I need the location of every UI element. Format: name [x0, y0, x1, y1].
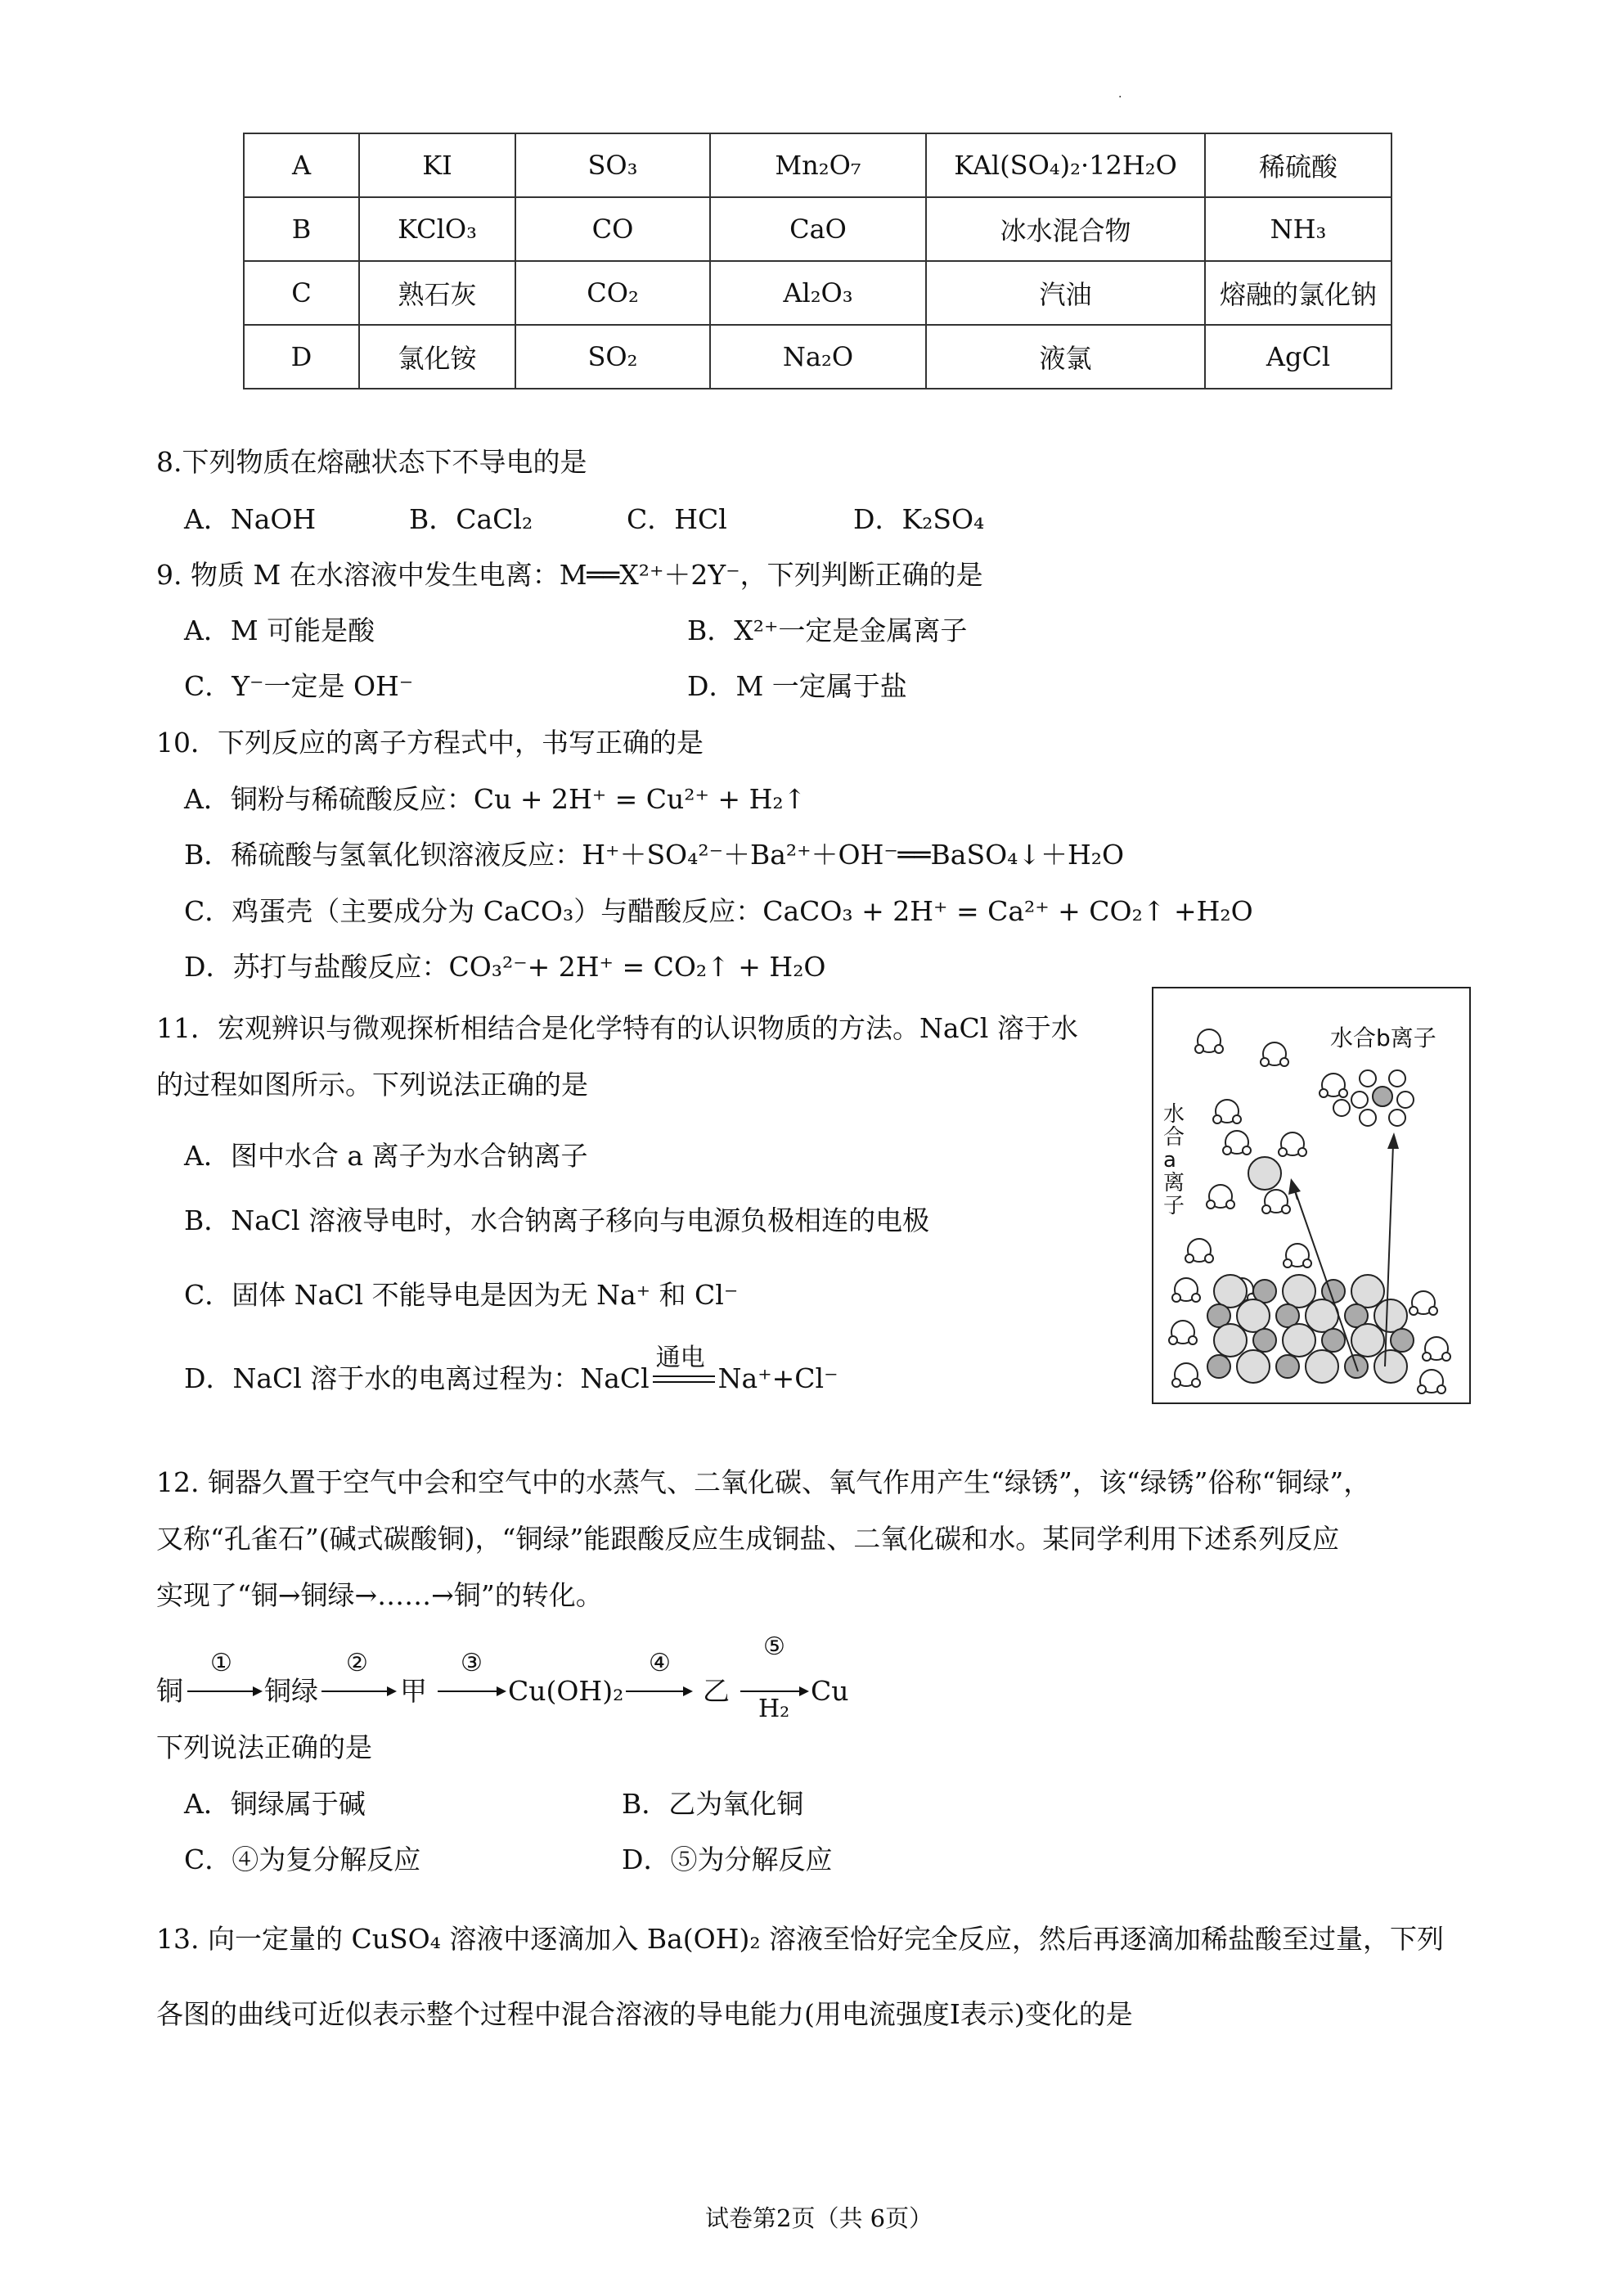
chain-arrow5-icon [740, 1690, 804, 1692]
table-cell: 稀硫酸 [1205, 133, 1391, 197]
chain-cu: Cu [811, 1675, 849, 1707]
table-cell: AgCl [1205, 325, 1391, 389]
nacl-dissolution-svg [1153, 988, 1469, 1402]
hydration-water [1351, 1092, 1368, 1108]
table-cell: C [244, 261, 359, 325]
chain-arrowhead2-icon [387, 1686, 397, 1696]
table-cell: KClO₃ [359, 197, 515, 261]
chain-arrow2-icon [321, 1690, 392, 1692]
q12-option-a: A．铜绿属于碱 [184, 1788, 366, 1820]
arrow-head-a-icon [1288, 1178, 1301, 1195]
q12-option-c: C．④为复分解反应 [184, 1844, 421, 1875]
q11-option-d [184, 1344, 838, 1394]
chain-jia: 甲 [400, 1675, 427, 1707]
water-hydrogen [1189, 1336, 1197, 1344]
water-hydrogen [1223, 1146, 1231, 1155]
lattice-ion-small [1207, 1355, 1230, 1378]
water-hydrogen [1279, 1148, 1287, 1156]
q11-d-equation-right: Na⁺+Cl⁻ [717, 1362, 838, 1394]
table-cell: NH₃ [1205, 197, 1391, 261]
q11-d-equation-left: NaCl [580, 1362, 650, 1394]
chain-arrow3-icon [438, 1690, 501, 1692]
table-cell: 熔融的氯化钠 [1205, 261, 1391, 325]
table-cell: CO₂ [515, 261, 710, 325]
arrow-line-b [1385, 1144, 1393, 1366]
page-footer: 试卷第2页（共 6页） [705, 2204, 933, 2232]
chain-step1-number: ① [210, 1649, 232, 1677]
water-hydrogen [1320, 1089, 1328, 1097]
lattice-ion-small [1276, 1355, 1299, 1378]
q12-line2: 又称“孔雀石”(碱式碳酸铜)，“铜绿”能跟酸反应生成铜盐、二氧化碳和水。某同学利用下述系列反应 [156, 1523, 1340, 1555]
q9-option-a: A．M 可能是酸 [184, 615, 375, 646]
lattice-ion-large [1306, 1299, 1338, 1332]
chain-yi: 乙 [703, 1675, 730, 1707]
q10-option-b: B．稀硫酸与氢氧化钡溶液反应：H⁺＋SO₄²⁻＋Ba²⁺＋OH⁻══BaSO₄↓＋H₂O [184, 839, 1125, 871]
chain-arrowhead5-icon [799, 1686, 809, 1696]
q8-option-c: C．HCl [627, 503, 727, 535]
q8-option-b: B．CaCl₂ [409, 503, 533, 535]
q12-option-d: D．⑤为分解反应 [622, 1844, 833, 1875]
hydration-water [1333, 1100, 1350, 1116]
water-hydrogen [1303, 1259, 1311, 1267]
q12-reaction-chain [156, 1632, 892, 1727]
chain-verdigris: 铜绿 [264, 1675, 318, 1707]
chain-cu-oh-2: Cu(OH)₂ [508, 1675, 624, 1707]
ion-a [1248, 1157, 1281, 1190]
chain-arrowhead1-icon [253, 1686, 263, 1696]
q11-option-b: B．NaCl 溶液导电时，水合钠离子移向与电源负极相连的电极 [184, 1204, 930, 1236]
water-hydrogen [1195, 1045, 1203, 1053]
chain-step4-number: ④ [649, 1649, 671, 1677]
water-hydrogen [1280, 1058, 1288, 1066]
q11-stem-line1: 11．宏观辨识与微观探析相结合是化学特有的认识物质的方法。NaCl 溶于水 [156, 1012, 1078, 1044]
q12-line1: 12. 铜器久置于空气中会和空气中的水蒸气、二氧化碳、氧气作用产生“绿锈”，该“绿锈”俗称“铜绿”， [156, 1466, 1371, 1498]
chain-arrowhead4-icon [683, 1686, 693, 1696]
water-hydrogen [1192, 1294, 1200, 1302]
table-row [244, 197, 1391, 261]
lattice-ion-large [1351, 1275, 1384, 1308]
water-hydrogen [1409, 1307, 1418, 1315]
nacl-dissolution-figure [1152, 987, 1471, 1404]
q10-option-d: D．苏打与盐酸反应：CO₃²⁻+ 2H⁺ = CO₂↑ + H₂O [184, 951, 826, 983]
q11-option-c: C．固体 NaCl 不能导电是因为无 Na⁺ 和 Cl⁻ [184, 1279, 739, 1311]
figure-label-a-char: 水 [1163, 1102, 1185, 1127]
hydration-water [1389, 1070, 1405, 1087]
table-cell: 液氯 [926, 325, 1205, 389]
q13-line2: 各图的曲线可近似表示整个过程中混合溶液的导电能力(用电流强度I表示)变化的是 [156, 1998, 1133, 2030]
chain-step2-number: ② [346, 1649, 368, 1677]
q11-option-a: A．图中水合 a 离子为水合钠离子 [184, 1140, 588, 1172]
q10-stem: 10．下列反应的离子方程式中，书写正确的是 [156, 727, 704, 759]
water-hydrogen [1243, 1146, 1251, 1155]
q9-option-c: C．Y⁻一定是 OH⁻ [184, 670, 414, 702]
figure-label-a-char: 离 [1163, 1171, 1185, 1195]
table-cell: 冰水混合物 [926, 197, 1205, 261]
hydration-water [1360, 1110, 1376, 1126]
chain-h2-condition: H₂ [758, 1695, 790, 1723]
water-hydrogen [1172, 1294, 1180, 1302]
lattice-ion-large [1351, 1324, 1384, 1357]
q9-stem: 9. 物质 M 在水溶液中发生电离：M══X²⁺＋2Y⁻，下列判断正确的是 [156, 559, 983, 591]
lattice-ion-large [1374, 1299, 1407, 1332]
lattice-ion-large [1214, 1275, 1247, 1308]
table-cell: Na₂O [710, 325, 926, 389]
table-cell: B [244, 197, 359, 261]
water-hydrogen [1185, 1254, 1194, 1263]
q11-d-over-text: 通电 [655, 1344, 705, 1372]
q10-option-a: A．铜粉与稀硫酸反应：Cu + 2H⁺ = Cu²⁺ + H₂↑ [184, 783, 807, 815]
water-hydrogen [1429, 1307, 1437, 1315]
chain-step5-number: ⑤ [763, 1632, 785, 1661]
figure-label-a-char: 合 [1163, 1125, 1185, 1150]
table-cell: CO [515, 197, 710, 261]
table-cell: Al₂O₃ [710, 261, 926, 325]
water-hydrogen [1169, 1336, 1177, 1344]
table-cell: D [244, 325, 359, 389]
double-line-icon [653, 1375, 715, 1383]
lattice-ion-small [1253, 1329, 1276, 1352]
water-hydrogen [1418, 1385, 1426, 1393]
q10-option-c: C．鸡蛋壳（主要成分为 CaCO₃）与醋酸反应：CaCO₃ + 2H⁺ = Ca²⁺ + CO₂↑ +H₂O [184, 895, 1253, 927]
lattice-ion-small [1322, 1329, 1345, 1352]
water-hydrogen [1298, 1148, 1306, 1156]
q8-option-a: A．NaOH [184, 503, 317, 535]
water-hydrogen [1205, 1254, 1213, 1263]
table-row [244, 133, 1391, 197]
table-cell: SO₂ [515, 325, 710, 389]
table-cell: A [244, 133, 359, 197]
q12-option-b: B．乙为氧化铜 [622, 1788, 804, 1820]
q11-option-d-prefix: D．NaCl 溶于水的电离过程为： [184, 1362, 581, 1394]
table-cell: SO₃ [515, 133, 710, 197]
lattice-ion-large [1237, 1350, 1270, 1383]
lattice-ion-large [1237, 1299, 1270, 1332]
lattice-ion-small [1391, 1329, 1414, 1352]
table-cell: 熟石灰 [359, 261, 515, 325]
water-hydrogen [1262, 1205, 1270, 1213]
water-hydrogen [1207, 1200, 1215, 1209]
water-hydrogen [1261, 1058, 1269, 1066]
ion-b [1373, 1087, 1392, 1106]
figure-label-a-char: 子 [1163, 1194, 1185, 1218]
figure-label-a [1163, 1102, 1185, 1218]
classification-table [243, 133, 1392, 389]
lattice-ion-large [1214, 1324, 1247, 1357]
table-cell: CaO [710, 197, 926, 261]
table-row [244, 261, 1391, 325]
table-cell: KI [359, 133, 515, 197]
lattice-ion-large [1283, 1275, 1315, 1308]
arrow-head-b-icon [1387, 1132, 1399, 1149]
hydration-water [1397, 1092, 1414, 1108]
water-hydrogen [1226, 1200, 1234, 1209]
q12-line3: 实现了“铜→铜绿→……→铜”的转化。 [156, 1579, 603, 1611]
q9-option-b: B．X²⁺一定是金属离子 [687, 615, 968, 646]
water-hydrogen [1215, 1045, 1223, 1053]
water-hydrogen [1282, 1205, 1290, 1213]
water-hydrogen [1423, 1353, 1431, 1361]
water-hydrogen [1213, 1115, 1221, 1123]
hydration-water [1389, 1110, 1405, 1126]
table-row [244, 325, 1391, 389]
table-cell: 氯化铵 [359, 325, 515, 389]
chain-arrow1-icon [187, 1690, 258, 1692]
chain-arrowhead3-icon [497, 1686, 506, 1696]
water-hydrogen [1192, 1379, 1200, 1387]
table-cell: 汽油 [926, 261, 1205, 325]
q13-line1: 13. 向一定量的 CuSO₄ 溶液中逐滴加入 Ba(OH)₂ 溶液至恰好完全反应，然后再逐滴加稀盐酸至过量，下列 [156, 1923, 1445, 1955]
lattice-ion-large [1374, 1350, 1407, 1383]
water-hydrogen [1172, 1379, 1180, 1387]
lattice-ion-large [1283, 1324, 1315, 1357]
water-hydrogen [1233, 1115, 1241, 1123]
q11-d-arrow [653, 1344, 715, 1389]
hydration-water [1360, 1070, 1376, 1087]
lattice-ion-large [1306, 1350, 1338, 1383]
top-mark: . [1118, 88, 1122, 101]
table-cell: Mn₂O₇ [710, 133, 926, 197]
table-cell: KAl(SO₄)₂·12H₂O [926, 133, 1205, 197]
figure-label-b: 水合b离子 [1330, 1024, 1436, 1051]
water-hydrogen [1437, 1385, 1445, 1393]
q8-stem: 8.下列物质在熔融状态下不导电的是 [156, 446, 587, 478]
chain-step3-number: ③ [461, 1649, 483, 1677]
q8-option-d: D．K₂SO₄ [853, 503, 985, 535]
q12-prompt: 下列说法正确的是 [156, 1731, 372, 1763]
chain-copper: 铜 [156, 1675, 183, 1707]
q11-stem-line2: 的过程如图所示。下列说法正确的是 [156, 1069, 588, 1101]
q9-option-d: D．M 一定属于盐 [687, 670, 907, 702]
chain-arrow4-icon [626, 1690, 688, 1692]
figure-label-a-char: a [1163, 1148, 1176, 1173]
water-hydrogen [1339, 1089, 1347, 1097]
water-hydrogen [1442, 1353, 1450, 1361]
water-hydrogen [1284, 1259, 1292, 1267]
